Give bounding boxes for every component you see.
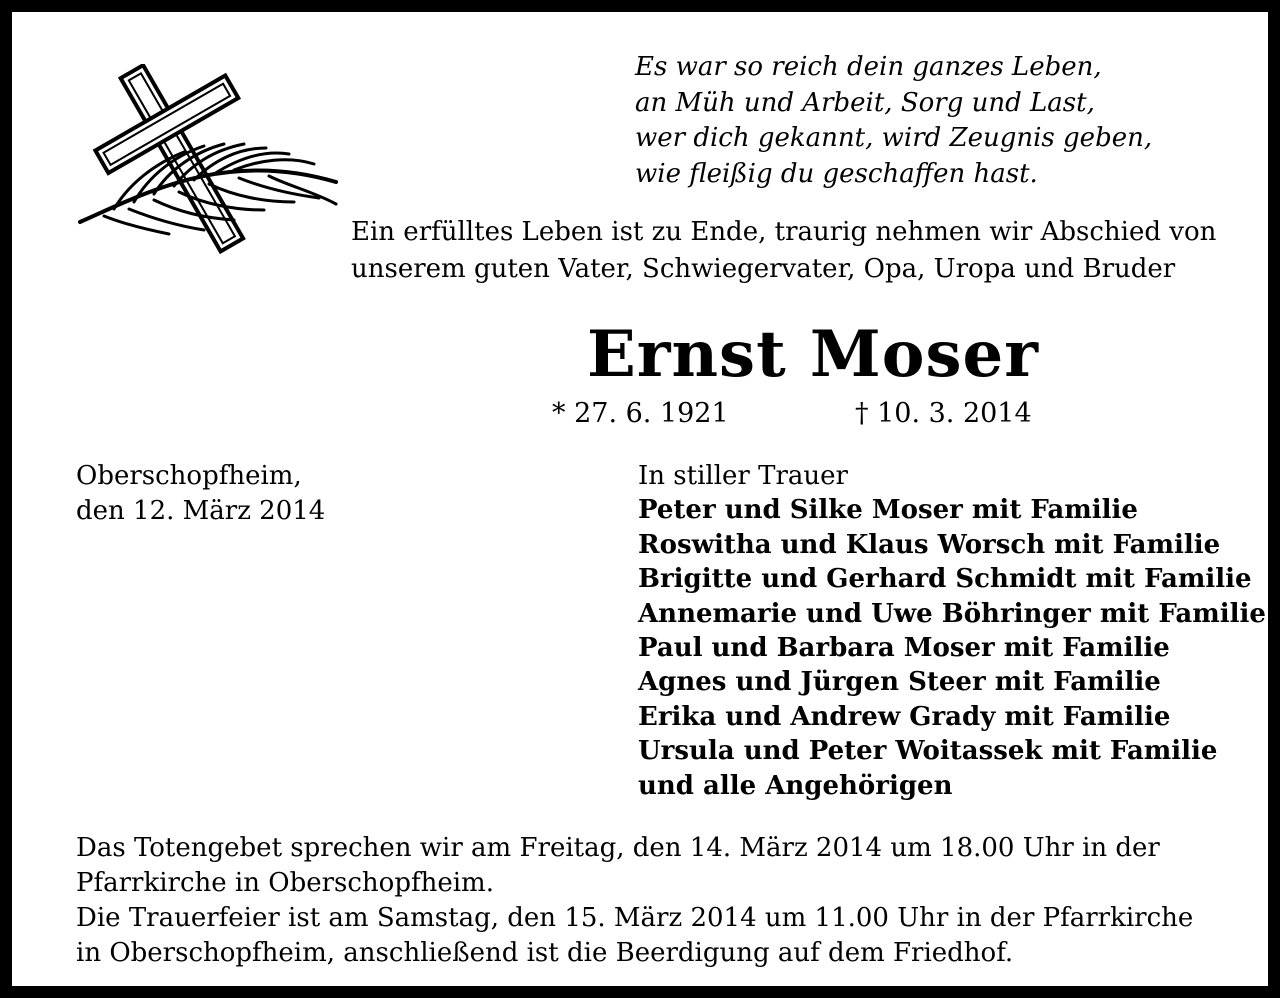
service-line: Die Trauerfeier ist am Samstag, den 15. März 2014 um 11.00 Uhr in der Pfarrkirche: [76, 903, 1194, 933]
mourner-family: Peter und Silke Moser mit Familie: [638, 495, 1138, 526]
mourner-family: Erika und Andrew Grady mit Familie: [638, 701, 1171, 732]
service-details: [76, 831, 1256, 971]
poem-line: an Müh und Arbeit, Sorg und Last,: [635, 87, 1095, 118]
death-date: † 10. 3. 2014: [855, 398, 1032, 429]
birth-date: * 27. 6. 1921: [552, 398, 729, 429]
intro-line: Ein erfülltes Leben ist zu Ende, traurig nehmen wir Abschied von: [351, 217, 1217, 247]
cross-with-palm-frond-icon: [74, 64, 344, 264]
service-line: Pfarrkirche in Oberschopfheim.: [76, 868, 494, 898]
deceased-name: Ernst Moser: [587, 317, 1039, 392]
memorial-poem: [635, 50, 1235, 192]
poem-line: Es war so reich dein ganzes Leben,: [635, 52, 1102, 82]
place-line: Oberschopfheim,: [76, 461, 302, 491]
mourner-relatives: und alle Angehörigen: [638, 770, 953, 801]
poem-line: wie fleißig du geschaffen hast.: [635, 158, 1038, 189]
place-and-date: [76, 459, 325, 528]
intro-line: unserem guten Vater, Schwiegervater, Opa, Uropa und Bruder: [351, 254, 1176, 284]
date-line: den 12. März 2014: [76, 495, 326, 526]
mourner-family: Annemarie und Uwe Böhringer mit Familie: [638, 598, 1266, 629]
mourning-label: In stiller Trauer: [638, 461, 848, 491]
mourners-list: [638, 459, 1266, 803]
service-line: Das Totengebet sprechen wir am Freitag, den 14. März 2014 um 18.00 Uhr in der: [76, 833, 1160, 863]
intro-text: [351, 214, 1251, 288]
service-line: in Oberschopfheim, anschließend ist die Beerdigung auf dem Friedhof.: [76, 938, 1014, 968]
mourner-family: Roswitha und Klaus Worsch mit Familie: [638, 529, 1221, 560]
mourner-family: Brigitte und Gerhard Schmidt mit Familie: [638, 564, 1252, 595]
mourner-family: Ursula und Peter Woitassek mit Familie: [638, 736, 1218, 767]
poem-line: wer dich gekannt, wird Zeugnis geben,: [635, 123, 1153, 153]
mourner-family: Agnes und Jürgen Steer mit Familie: [638, 667, 1161, 698]
mourner-family: Paul und Barbara Moser mit Familie: [638, 633, 1170, 664]
